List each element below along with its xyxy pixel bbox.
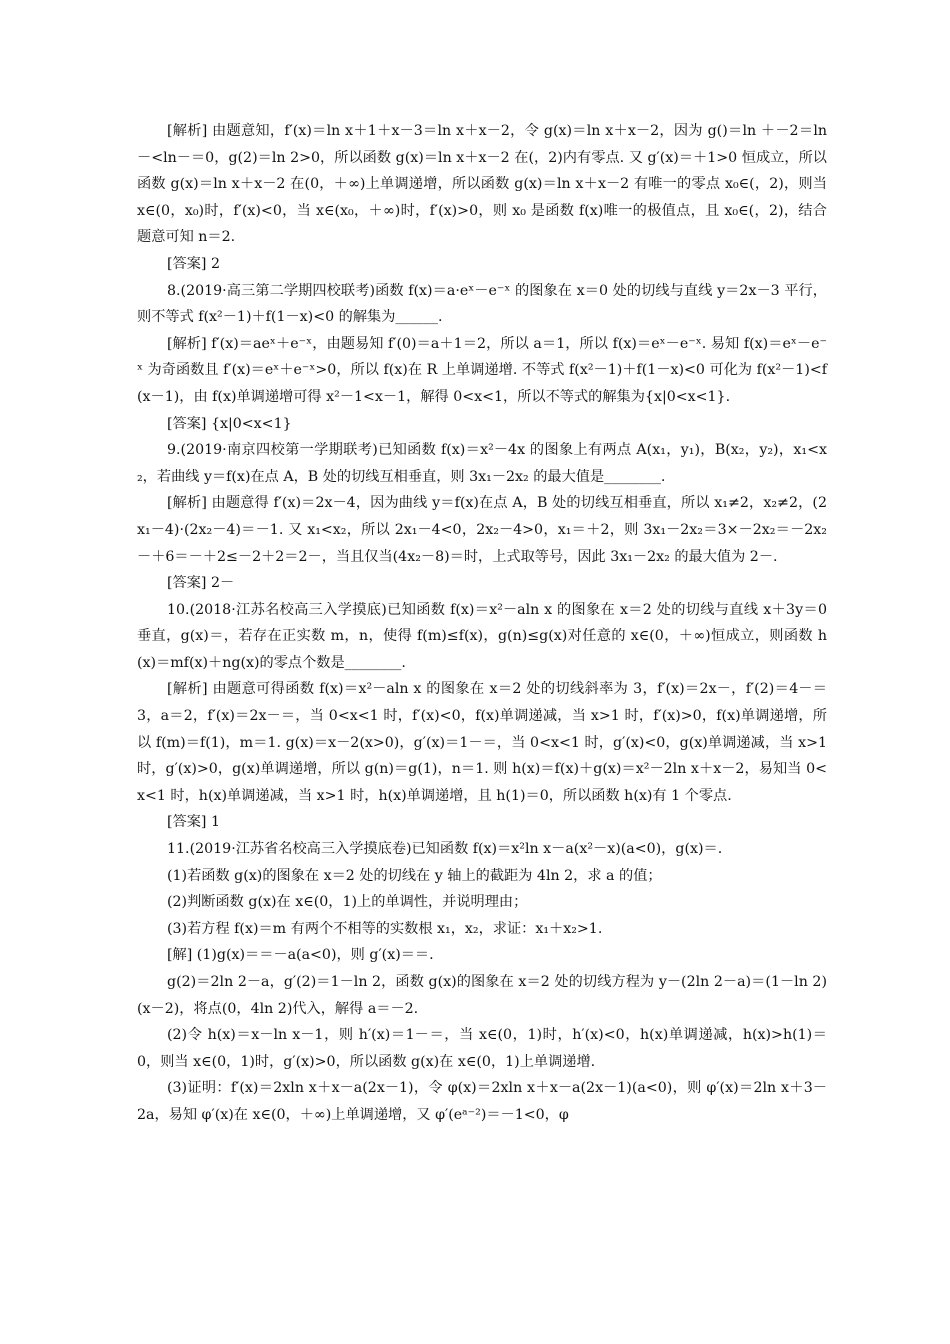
answer-q7: [答案] 2 bbox=[167, 255, 220, 272]
question-11-part-1: (1)若函数 g(x)的图象在 x＝2 处的切线在 y 轴上的截距为 4ln 2，求 a 的值； bbox=[167, 867, 662, 884]
question-11: 11.(2019·江苏省名校高三入学摸底卷)已知函数 f(x)＝x²ln x－a(x²－x)(a<0)，g(x)＝. bbox=[167, 841, 723, 858]
solution-q8: [解析] f′(x)＝aeˣ＋e⁻ˣ，由题易知 f′(0)＝a＋1＝2，所以 a＝1，所以 f(x)＝eˣ－e⁻ˣ. 易知 f(x)＝eˣ－e⁻ˣ 为奇函数且 f′(x)＝eˣ＋e⁻ˣ>0，所以 f(x)在 R 上单调递增. 不等式 f(x²－1)＋f(1－x)<0 可化为 f(x²－1)<f(x－1)，由 f(x)单调递增可得 x²－1<x－1，解得 0<x<1，所以不等式的解集为{x|0<x<1}. bbox=[137, 335, 827, 405]
solution-q11-part-1-cont: g(2)＝2ln 2－a，g′(2)＝1－ln 2，函数 g(x)的图象在 x＝2 处的切线方程为 y－(2ln 2－a)＝(1－ln 2)(x－2)，将点(0，4ln 2)代入，解得 a＝－2. bbox=[137, 974, 827, 1017]
solution-q11-part-3: (3)证明：f′(x)＝2xln x＋x－a(2x－1)，令 φ(x)＝2xln x＋x－a(2x－1)(a<0)，则 φ′(x)＝2ln x＋3－2a，易知 φ′(x)在 x∈(0，＋∞)上单调递增，又 φ′(eᵃ⁻²)＝－1<0，φ bbox=[137, 1080, 827, 1123]
question-11-part-3: (3)若方程 f(x)＝m 有两个不相等的实数根 x₁，x₂，求证：x₁＋x₂>1. bbox=[167, 920, 603, 937]
question-10: 10.(2018·江苏名校高三入学摸底)已知函数 f(x)＝x²－aln x 的图象在 x＝2 处的切线与直线 x＋3y＝0 垂直，g(x)＝，若存在正实数 m，n，使得 f(m)≤f(x)，g(n)≤g(x)对任意的 x∈(0，＋∞)恒成立，则函数 h(x)＝mf(x)＋ng(x)的零点个数是________. bbox=[137, 601, 827, 671]
answer-q10: [答案] 1 bbox=[167, 814, 220, 831]
solution-q10: [解析] 由题意可得函数 f(x)＝x²－aln x 的图象在 x＝2 处的切线斜率为 3，f′(x)＝2x－，f′(2)＝4－＝3，a＝2，f′(x)＝2x－＝，当 0<x<1 时，f′(x)<0，f(x)单调递减，当 x>1 时，f′(x)>0，f(x)单调递增，所以 f(m)＝f(1)，m＝1. g(x)＝x－2(x>0)，g′(x)＝1－＝，当 0<x<1 时，g′(x)<0，g(x)单调递减，当 x>1 时，g′(x)>0，g(x)单调递增，所以 g(n)＝g(1)，n＝1. 则 h(x)＝f(x)＋g(x)＝x²－2ln x＋x－2，易知当 0<x<1 时，h(x)单调递减，当 x>1 时，h(x)单调递增，且 h(1)＝0，所以函数 h(x)有 1 个零点. bbox=[137, 681, 827, 804]
answer-q8: [答案] {x|0<x<1} bbox=[167, 415, 292, 432]
document-body bbox=[137, 118, 827, 1129]
solution-paragraph-q7: [解析] 由题意知，f′(x)＝ln x＋1＋x－3＝ln x＋x－2，令 g(x)＝ln x＋x－2，因为 g()＝ln ＋－2＝ln －<ln－＝0，g(2)＝ln 2>0，所以函数 g(x)＝ln x＋x－2 在(，2)内有零点. 又 g′(x)＝＋1>0 恒成立，所以函数 g(x)＝ln x＋x－2 在(0，＋∞)上单调递增，所以函数 g(x)＝ln x＋x－2 有唯一的零点 x₀∈(，2)，则当 x∈(0，x₀)时，f′(x)<0，当 x∈(x₀，＋∞)时，f′(x)>0，则 x₀ 是函数 f(x)唯一的极值点，且 x₀∈(，2)，结合题意可知 n＝2. bbox=[137, 123, 827, 246]
solution-q9: [解析] 由题意得 f′(x)＝2x－4，因为曲线 y＝f(x)在点 A，B 处的切线互相垂直，所以 x₁≠2，x₂≠2，(2x₁－4)·(2x₂－4)＝－1. 又 x₁<x₂，所以 2x₁－4<0，2x₂－4>0，x₁＝＋2，则 3x₁－2x₂＝3×－2x₂＝－2x₂－＋6＝－＋2≤－2＋2＝2－，当且仅当(4x₂－8)＝时，上式取等号，因此 3x₁－2x₂ 的最大值为 2－. bbox=[137, 495, 827, 565]
answer-q9: [答案] 2－ bbox=[167, 575, 235, 592]
question-11-part-2: (2)判断函数 g(x)在 x∈(0，1)上的单调性，并说明理由； bbox=[167, 894, 528, 911]
solution-q11-part-2: (2)令 h(x)＝x－ln x－1，则 h′(x)＝1－＝，当 x∈(0，1)时，h′(x)<0，h(x)单调递减，h(x)>h(1)＝0，则当 x∈(0，1)时，g′(x)>0，所以函数 g(x)在 x∈(0，1)上单调递增. bbox=[137, 1027, 827, 1070]
question-8: 8.(2019·高三第二学期四校联考)函数 f(x)＝a·eˣ－e⁻ˣ 的图象在 x＝0 处的切线与直线 y＝2x－3 平行，则不等式 f(x²－1)＋f(1－x)<0 的解集为______. bbox=[137, 282, 827, 326]
solution-q11-part-1: [解] (1)g(x)＝＝－a(a<0)，则 g′(x)＝＝. bbox=[167, 947, 434, 964]
question-9: 9.(2019·南京四校第一学期联考)已知函数 f(x)＝x²－4x 的图象上有两点 A(x₁，y₁)，B(x₂，y₂)，x₁<x₂，若曲线 y＝f(x)在点 A，B 处的切线互相垂直，则 3x₁－2x₂ 的最大值是________. bbox=[137, 442, 827, 485]
